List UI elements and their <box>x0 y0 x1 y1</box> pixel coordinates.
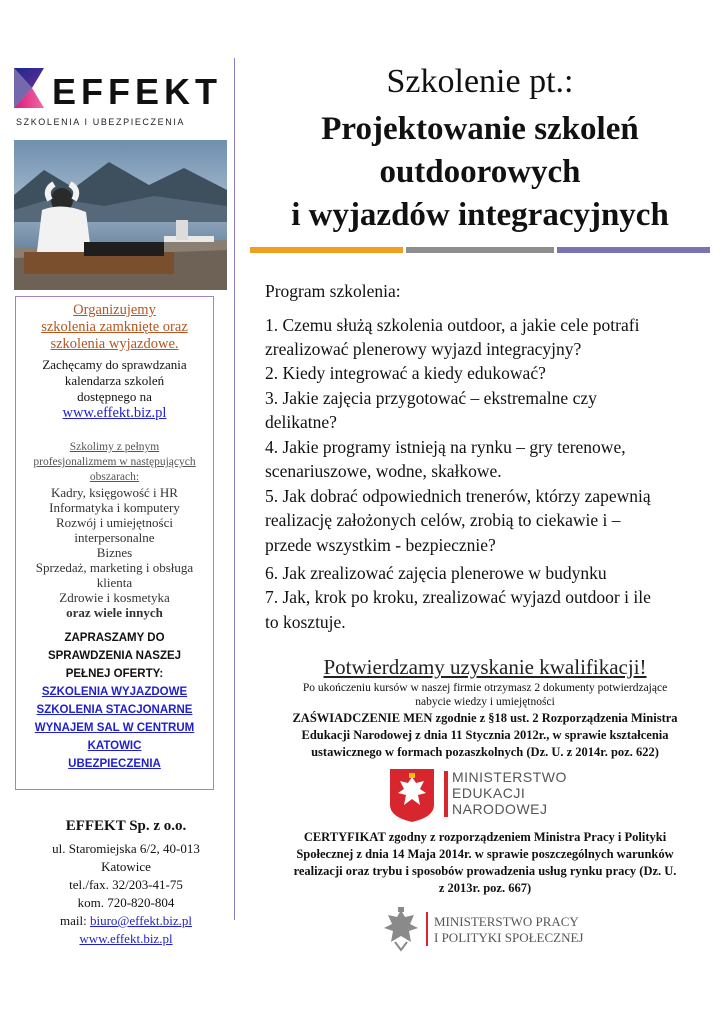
brand-tagline: SZKOLENIA I UBEZPIECZENIA <box>16 117 186 127</box>
contact-city: Katowice <box>101 859 151 874</box>
mpips-logo-line: MINISTERSTWO PRACY <box>434 914 579 929</box>
program-line: realizację założonych celów, zrobią to ciekawie i – <box>265 510 621 530</box>
qualification-intro-line: Po ukończeniu kursów w naszej firmie otrzymasz 2 dokumenty potwierdzające <box>302 682 668 694</box>
offer-link-ubezpieczenia[interactable]: UBEZPIECZENIA <box>68 758 161 770</box>
program-heading: Program szkolenia: <box>265 281 401 301</box>
men-line: ZAŚWIADCZENIE MEN zgodnie z §18 ust. 2 Rozporządzenia Ministra <box>292 711 678 725</box>
program-line: zrealizować plenerowy wyjazd integracyjny? <box>265 339 582 359</box>
offer-link-wyjazdowe[interactable]: SZKOLENIA WYJAZDOWE <box>41 686 188 698</box>
contact-mail-label: mail: <box>60 913 90 928</box>
program-line: 4. Jakie programy istnieją na rynku – gry terenowe, <box>265 437 626 457</box>
cert-line: Społecznej z dnia 14 Maja 2014r. w sprawie poszczególnych warunków <box>296 847 674 861</box>
qualification-intro-line: nabycie wiedzy i umiejętności <box>415 696 555 708</box>
title-line: outdoorowych <box>379 154 581 190</box>
title-line: Projektowanie szkoleń <box>321 111 639 147</box>
men-logo-line: NARODOWEJ <box>452 801 548 817</box>
cert-line: CERTYFIKAT zgodny z rozporządzeniem Ministra Pracy i Polityki <box>303 830 667 844</box>
areas-intro-line: obszarach: <box>89 471 140 483</box>
invite-line: PEŁNEJ OFERTY: <box>65 668 164 680</box>
title-line: i wyjazdów integracyjnych <box>291 197 669 233</box>
cert-line: z 2013r. poz. 667) <box>438 881 532 895</box>
men-logo-line: MINISTERSTWO <box>452 769 567 785</box>
color-bar-purple <box>557 247 710 253</box>
area-item: Kadry, księgowość i HR <box>51 485 178 500</box>
sidebar-box <box>15 296 214 790</box>
area-item: Rozwój i umiejętności <box>56 515 173 530</box>
mpips-logo <box>380 906 584 956</box>
title-prefix: Szkolenie pt.: <box>386 63 574 100</box>
program-line: przede wszystkim - bezpiecznie? <box>265 535 496 555</box>
program-line: to kosztuje. <box>265 612 346 632</box>
contact-mobile: kom. 720-820-804 <box>77 895 175 910</box>
sidebar-intro-line: szkolenia zamknięte oraz <box>41 319 188 335</box>
men-logo-line: EDUKACJI <box>452 785 526 801</box>
color-bar-orange <box>250 247 403 253</box>
area-item: interpersonalne <box>74 530 155 545</box>
program-line: 6. Jak zrealizować zajęcia plenerowe w budynku <box>265 563 607 583</box>
brand-name: EFFEKT <box>52 71 222 112</box>
program-line: 2. Kiedy integrować a kiedy edukować? <box>265 363 546 383</box>
contact-phone: tel./fax. 32/203-41-75 <box>69 877 183 892</box>
qualification-heading: Potwierdzamy uzyskanie kwalifikacji! <box>323 655 647 679</box>
program-line: scenariuszowe, wodne, skałkowe. <box>265 461 502 481</box>
area-item: Informatyka i komputery <box>49 500 180 515</box>
hero-photo <box>14 140 227 290</box>
website-link[interactable]: www.effekt.biz.pl <box>62 405 167 421</box>
invite-line: ZAPRASZAMY DO <box>64 632 165 644</box>
areas-intro-line: Szkolimy z pełnym <box>69 441 160 453</box>
program-line: 3. Jakie zajęcia przygotować – ekstremalne czy <box>265 388 597 408</box>
men-line: ustawicznego w formach pozaszkolnych (Dz. U. z 2014r. poz. 622) <box>311 745 659 759</box>
program-line: delikatne? <box>265 412 337 432</box>
company-name: EFFEKT Sp. z o.o. <box>65 818 187 834</box>
sidebar-intro-line: szkolenia wyjazdowe. <box>50 336 179 352</box>
vertical-divider <box>234 58 235 920</box>
encourage-line: kalendarza szkoleń <box>64 373 165 388</box>
contact-street: ul. Staromiejska 6/2, 40-013 <box>52 841 200 856</box>
offer-link-wynajem[interactable]: WYNAJEM SAL W CENTRUM <box>34 722 195 734</box>
program-line: 5. Jak dobrać odpowiednich trenerów, którzy zapewnią <box>265 486 651 506</box>
areas-intro-line: profesjonalizmem w następujących <box>33 456 196 468</box>
polish-eagle-emblem-icon <box>388 767 436 823</box>
program-line: 7. Jak, krok po kroku, zrealizować wyjazd outdoor i ile <box>265 587 651 607</box>
areas-more: oraz wiele innych <box>66 605 163 620</box>
contact-mail-row <box>15 912 237 929</box>
program-line: 1. Czemu służą szkolenia outdoor, a jakie cele potrafi <box>265 315 640 335</box>
contact-website-link[interactable]: www.effekt.biz.pl <box>79 931 173 946</box>
offer-link-stacjonarne[interactable]: SZKOLENIA STACJONARNE <box>36 704 193 716</box>
polish-eagle-gray-icon <box>380 906 422 952</box>
area-item: klienta <box>96 575 133 590</box>
area-item: Biznes <box>96 545 133 560</box>
area-item: Zdrowie i kosmetyka <box>59 590 170 605</box>
invite-line: SPRAWDZENIA NASZEJ <box>47 650 182 662</box>
men-line: Edukacji Narodowej z dnia 11 Stycznia 2012r., w sprawie kształcenia <box>301 728 669 742</box>
encourage-line: Zachęcamy do sprawdzania <box>42 357 187 372</box>
sidebar-intro-line: Organizujemy <box>73 302 156 318</box>
offer-link-wynajem-cont[interactable]: KATOWIC <box>87 740 142 752</box>
color-bar-gray <box>406 247 554 253</box>
effekt-logo <box>14 60 234 132</box>
men-logo <box>388 767 568 823</box>
area-item: Sprzedaż, marketing i obsługa <box>35 560 194 575</box>
cert-line: realizacji oraz trybu i sposobów prowadzenia usług rynku pracy (Dz. U. <box>293 864 677 878</box>
contact-mail-link[interactable]: biuro@effekt.biz.pl <box>89 913 192 928</box>
mpips-logo-line: I POLITYKI SPOŁECZNEJ <box>434 930 584 945</box>
encourage-line: dostępnego na <box>77 389 152 404</box>
